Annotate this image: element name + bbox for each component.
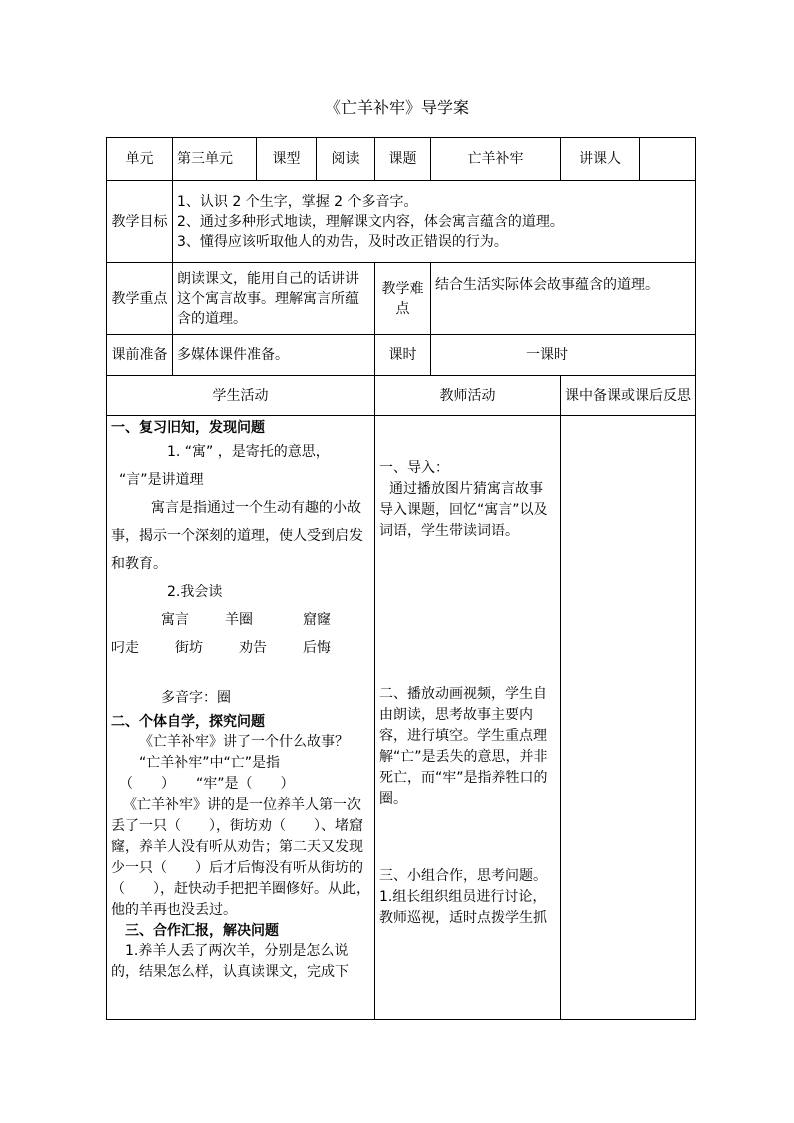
teacher-activity-cell <box>375 416 561 1020</box>
teacher-label: 讲课人 <box>561 138 640 181</box>
reflection-header: 课中备课或课后反思 <box>561 376 696 416</box>
difficult-value: 结合生活实际体会故事蕴含的道理。 <box>431 263 696 335</box>
student-text: 1.养羊人丢了两次羊，分别是怎么说的，结果怎么样，认真读课文，完成下 <box>111 943 349 980</box>
student-section-3-heading: 三、合作汇报，解决问题 <box>125 923 279 939</box>
teacher-activity-header: 教师活动 <box>375 376 561 416</box>
student-text: “亡羊补牢”中“亡”是指 <box>139 755 281 771</box>
topic-label: 课题 <box>375 138 431 181</box>
student-activity-cell <box>107 416 375 1020</box>
goal-line-2: 2、通过多种形式地读，理解课文内容，体会寓言蕴含的道理。 <box>177 213 564 230</box>
word-item: 街坊 <box>175 640 203 656</box>
hours-label: 课时 <box>375 335 431 376</box>
word-item: 羊圈 <box>225 612 253 628</box>
goals-label: 教学目标 <box>107 181 173 263</box>
student-text: 寓言是指通过一个生动有趣的小故事，揭示一个深刻的道理，使人受到启发和教育。 <box>111 500 363 572</box>
teacher-section-1-heading: 一、导入： <box>379 460 449 476</box>
prep-label: 课前准备 <box>107 335 173 376</box>
word-item: 劝告 <box>239 640 267 656</box>
student-section-1-heading: 一、复习旧知，发现问题 <box>111 420 265 436</box>
difficult-label: 教学难点 <box>375 263 431 335</box>
unit-value: 第三单元 <box>173 138 257 181</box>
teacher-text: 二、播放动画视频，学生自由朗读，思考故事主要内容，进行填空。学生重点理解“亡”是丢失的意思，并非死亡，而“牢”是指养牲口的圈。 <box>379 686 548 807</box>
student-text: “言”是讲道理 <box>119 472 204 488</box>
teacher-text: 三、小组合作，思考问题。1.组长组织组员进行讨论，教师巡视，适时点拨学生抓 <box>379 868 547 926</box>
word-item: 后悔 <box>303 640 331 656</box>
student-text: （ ） “牢”是（ ） <box>119 776 295 792</box>
key-points-value: 朗读课文，能用自己的话讲讲这个寓言故事。理解寓言所蕴含的道理。 <box>173 263 375 335</box>
teacher-value <box>640 138 696 181</box>
key-points-label: 教学重点 <box>107 263 173 335</box>
word-item: 窟窿 <box>303 612 331 628</box>
goals-content <box>173 181 696 263</box>
word-list-row-2 <box>111 634 370 662</box>
word-item: 叼走 <box>111 640 139 656</box>
word-item: 寓言 <box>161 612 189 628</box>
student-activity-header: 学生活动 <box>107 376 375 416</box>
reflection-cell <box>561 416 696 1020</box>
student-section-2-heading: 二、个体自学，探究问题 <box>111 714 265 730</box>
student-text: 多音字：圈 <box>161 690 231 706</box>
lesson-plan-table <box>106 137 696 1020</box>
goal-line-3: 3、懂得应该听取他人的劝告，及时改正错误的行为。 <box>177 233 508 250</box>
page-title: 《亡羊补牢》导学案 <box>324 98 469 117</box>
prep-value: 多媒体课件准备。 <box>173 335 375 376</box>
unit-label: 单元 <box>107 138 173 181</box>
student-text: 《亡羊补牢》讲了一个什么故事？ <box>139 734 349 750</box>
student-text: 1. “寓” ，是寄托的意思， <box>167 444 330 460</box>
type-value: 阅读 <box>317 138 375 181</box>
goal-line-1: 1、认识 2 个生字，掌握 2 个多音字。 <box>177 193 418 210</box>
topic-value: 亡羊补牢 <box>431 138 561 181</box>
student-text: 《亡羊补牢》讲的是一位养羊人第一次丢了一只（ ），街坊劝（ ）、堵窟窿，养羊人没有听从劝告；第二天又发现少一只（ ）后才后悔没有听从街坊的（ ），赶快动手把把羊圈修好。从此，他的羊再也没丢过。 <box>111 797 370 918</box>
teacher-text: 通过播放图片猜寓言故事导入课题，回忆“寓言”以及词语，学生带读词语。 <box>379 481 548 539</box>
student-text: 2.我会读 <box>167 584 223 600</box>
hours-value: 一课时 <box>431 335 696 376</box>
type-label: 课型 <box>257 138 317 181</box>
word-list-row-1 <box>111 606 370 634</box>
